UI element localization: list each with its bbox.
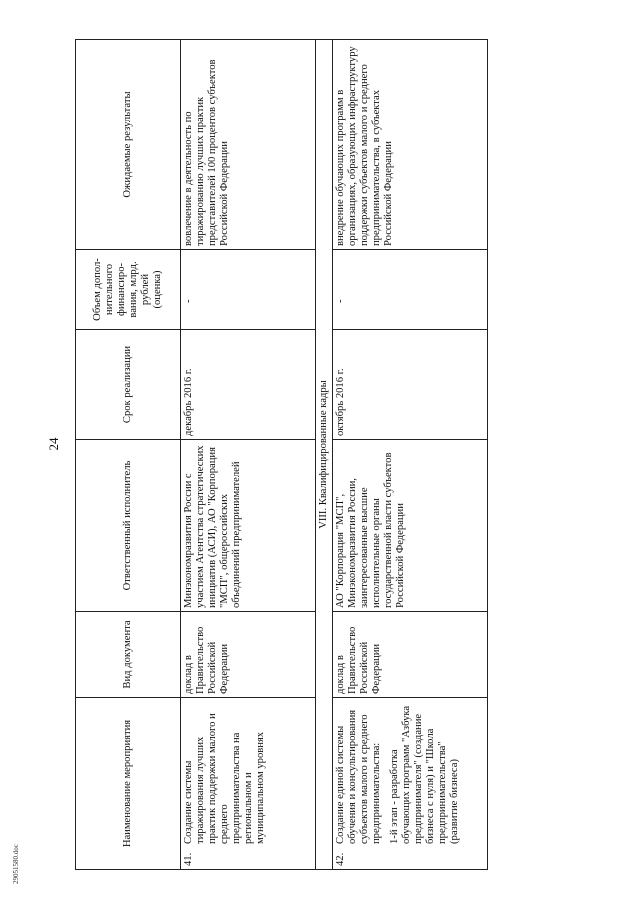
cell-executor: АО "Корпорация "МСП", Минэкономразвития России, заинтересованные высшие исполнительные органы государственной власти субъектов Российской Федерации [333, 440, 488, 612]
plan-table-wrapper [75, 40, 605, 870]
cell-doc-type: доклад в Правительство Российской Федерации [181, 612, 316, 698]
cell-funding: - [333, 250, 488, 330]
event-text: Создание системы тиражирования лучших практик поддержки малого и среднего предпринимательства на региональном и муниципальном уровнях [183, 713, 266, 844]
cell-deadline: декабрь 2016 г. [181, 330, 316, 440]
header-funding: Объем допол-нительного финансиро-вания, млрд. рублей (оценка) [76, 250, 181, 330]
cell-doc-type: доклад в Правительство Российской Федерации [333, 612, 488, 698]
cell-event [181, 698, 316, 870]
cell-deadline: октябрь 2016 г. [333, 330, 488, 440]
header-event: Наименование мероприятия [76, 698, 181, 870]
cell-funding: - [181, 250, 316, 330]
table-row [333, 40, 488, 870]
section-title: VIII. Квалифицированные кадры [316, 40, 333, 870]
event-text: Создание единой системы обучения и консультирования субъектов малого и среднего предпринимательства: [335, 709, 382, 844]
event-text-block [335, 704, 467, 844]
footer-code: 29051580.doc [12, 844, 20, 884]
table-header-row [76, 40, 181, 870]
cell-event [333, 698, 488, 870]
header-doc-type: Вид документа [76, 612, 181, 698]
header-results: Ожидаемые результаты [76, 40, 181, 250]
row-number: 41. [183, 852, 194, 866]
cell-results: внедрение обучающих программ в организациях, образующих инфраструктуру поддержки субъектов малого и среднего предпринимательства, в субъектах Российской Федерации [333, 40, 488, 250]
cell-executor: Минэкономразвития России с участием Агентства стратегических инициатив (АСИ), АО "Корпорация "МСП", общероссийских объединений предпринимателей [181, 440, 316, 612]
page-number: 24 [46, 437, 61, 451]
plan-table [75, 39, 488, 870]
cell-results: вовлечение в деятельность по тиражированию лучших практик представителей 100 процентов субъектов Российской Федерации [181, 40, 316, 250]
table-row [181, 40, 316, 870]
header-deadline: Срок реализации [76, 330, 181, 440]
section-row [316, 40, 333, 870]
header-executor: Ответственный исполнитель [76, 440, 181, 612]
row-number: 42. [335, 852, 346, 866]
event-stage-text: 1-й этап - разработка обучающих программ "Азбука предпринимателя" (создание бизнеса с нуля) и "Школа предпринимательства" (развитие бизнеса) [389, 705, 460, 844]
